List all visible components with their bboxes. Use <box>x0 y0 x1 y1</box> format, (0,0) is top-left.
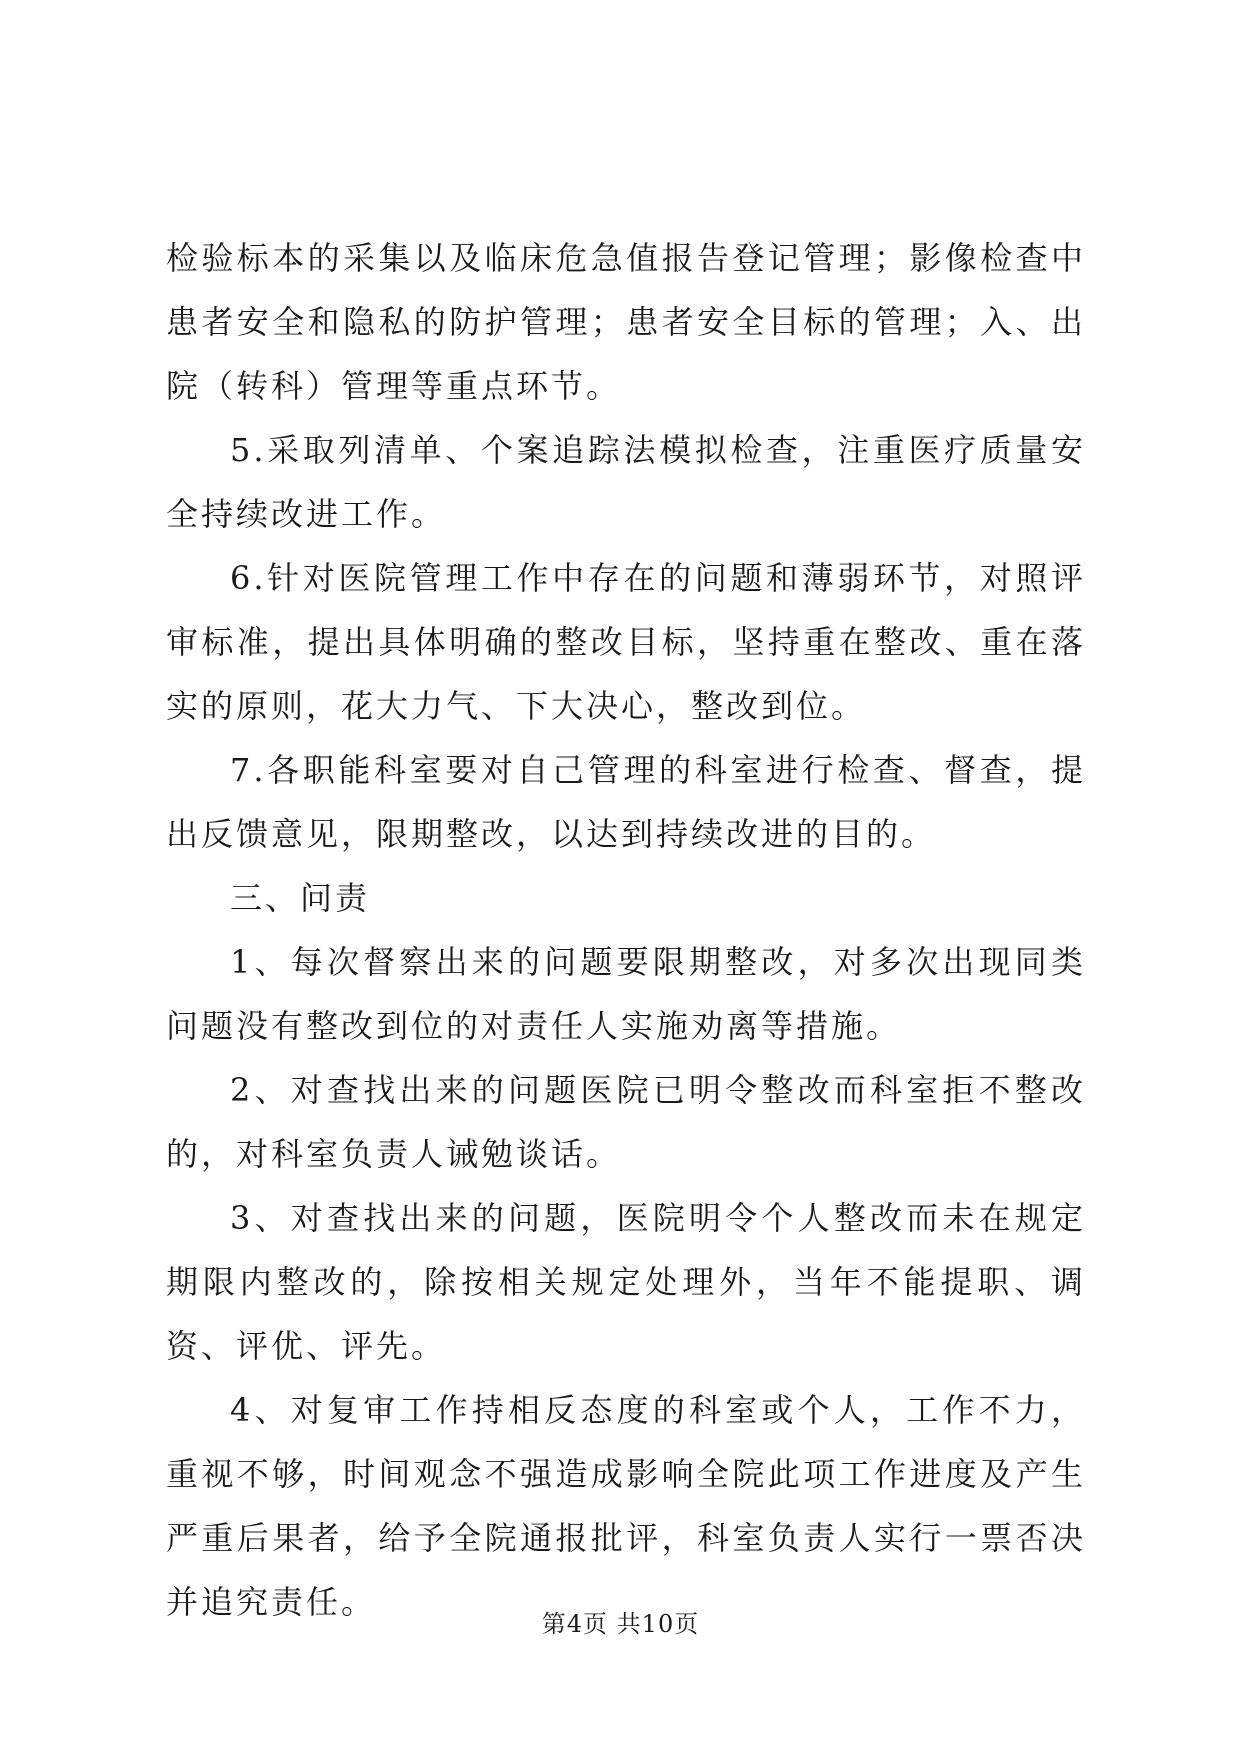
section-heading-accountability: 三、问责 <box>230 879 371 917</box>
page-number: 第4页 共10页 <box>541 1610 700 1638</box>
document-body <box>166 226 1086 1634</box>
paragraph-accountability-3: 3、对查找出来的问题，医院明令个人整改而未在规定期限内整改的，除按相关规定处理外，当年不能提职、调资、评优、评先。 <box>166 1199 1086 1365</box>
paragraph-item-6: 6.针对医院管理工作中存在的问题和薄弱环节，对照评审标准，提出具体明确的整改目标，坚持重在整改、重在落实的原则，花大力气、下大决心，整改到位。 <box>166 559 1086 725</box>
paragraph-accountability-4: 4、对复审工作持相反态度的科室或个人，工作不力，重视不够，时间观念不强造成影响全院此项工作进度及产生严重后果者，给予全院通报批评，科室负责人实行一票否决并追究责任。 <box>166 1391 1086 1621</box>
paragraph-accountability-2: 2、对查找出来的问题医院已明令整改而科室拒不整改的，对科室负责人诫勉谈话。 <box>166 1071 1086 1173</box>
page-footer <box>0 1608 1241 1640</box>
paragraph-item-7: 7.各职能科室要对自己管理的科室进行检查、督查，提出反馈意见，限期整改，以达到持续改进的目的。 <box>166 751 1086 853</box>
paragraph-continuation: 检验标本的采集以及临床危急值报告登记管理；影像检查中患者安全和隐私的防护管理；患者安全目标的管理；入、出院（转科）管理等重点环节。 <box>166 239 1086 405</box>
paragraph-item-5: 5.采取列清单、个案追踪法模拟检查，注重医疗质量安全持续改进工作。 <box>166 431 1086 533</box>
paragraph-accountability-1: 1、每次督察出来的问题要限期整改，对多次出现同类问题没有整改到位的对责任人实施劝离等措施。 <box>166 943 1086 1045</box>
